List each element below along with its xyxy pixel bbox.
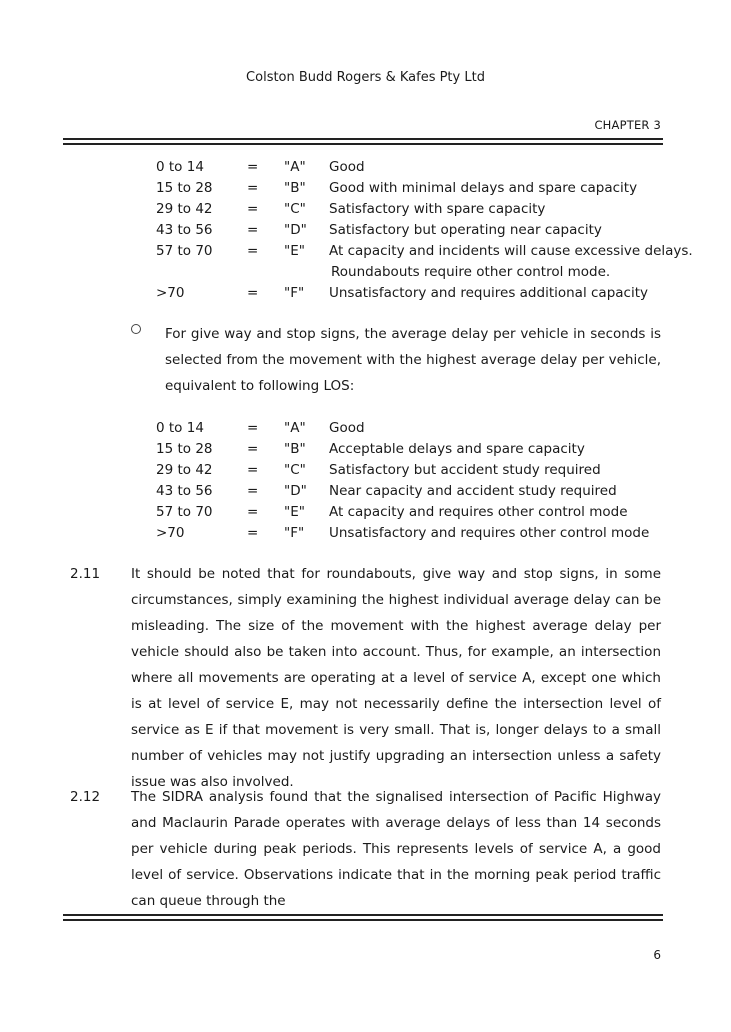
los-description: Good: [329, 159, 365, 175]
los-description: Good: [329, 420, 365, 436]
equals-sign: =: [247, 159, 259, 175]
los-description: Unsatisfactory and requires additional capacity: [329, 285, 648, 301]
delay-range: 15 to 28: [156, 180, 213, 196]
equals-sign: =: [247, 483, 259, 499]
los-description: Satisfactory but accident study required: [329, 462, 601, 478]
delay-range: 0 to 14: [156, 159, 204, 175]
los-description-continued: Roundabouts require other control mode.: [331, 264, 611, 280]
footer-rule-top: [63, 914, 663, 916]
los-description: Near capacity and accident study required: [329, 483, 617, 499]
los-description: Satisfactory but operating near capacity: [329, 222, 602, 238]
equals-sign: =: [247, 243, 259, 259]
delay-range: >70: [156, 525, 185, 541]
paragraph-text: The SIDRA analysis found that the signalised intersection of Pacific Highway and Maclaurin Parade operates with average delays of less than 14 seconds per vehicle during peak periods. This represents levels of service A, a good level of service. Observations indicate that in the morning peak period traffic can queue through the: [131, 789, 661, 909]
header-rule-top: [63, 138, 663, 140]
paragraph-number: 2.11: [70, 566, 101, 582]
delay-range: 29 to 42: [156, 462, 213, 478]
los-grade: "B": [284, 441, 306, 457]
paragraph-number: 2.12: [70, 789, 101, 805]
equals-sign: =: [247, 420, 259, 436]
delay-range: 15 to 28: [156, 441, 213, 457]
los-description: At capacity and requires other control mode: [329, 504, 628, 520]
los-description: Acceptable delays and spare capacity: [329, 441, 585, 457]
los-description: Unsatisfactory and requires other control mode: [329, 525, 650, 541]
los-grade: "E": [284, 243, 305, 259]
chapter-label: CHAPTER 3: [594, 118, 661, 132]
equals-sign: =: [247, 462, 259, 478]
page-number: 6: [653, 948, 661, 962]
delay-range: >70: [156, 285, 185, 301]
los-grade: "D": [284, 222, 307, 238]
hollow-bullet-icon: [131, 324, 141, 334]
bullet-text: For give way and stop signs, the average delay per vehicle in seconds is selected from the movement with the highest average delay per vehicle, equivalent to following LOS:: [165, 326, 661, 394]
los-grade: "F": [284, 285, 305, 301]
equals-sign: =: [247, 180, 259, 196]
equals-sign: =: [247, 441, 259, 457]
delay-range: 43 to 56: [156, 222, 213, 238]
los-grade: "C": [284, 201, 306, 217]
los-grade: "C": [284, 462, 306, 478]
paragraph-text: It should be noted that for roundabouts, give way and stop signs, in some circumstances, simply examining the highest individual average delay can be misleading. The size of the movement with the highest average delay per vehicle should also be taken into account. Thus, for example, an intersection where all movements are operating at a level of service A, except one which is at level of service E, may not necessarily define the intersection level of service as E if that movement is very small. That is, longer delays to a small number of vehicles may not justify upgrading an intersection unless a safety issue was also involved.: [131, 566, 661, 790]
los-grade: "D": [284, 483, 307, 499]
header-rule-bottom: [63, 143, 663, 145]
company-name: Colston Budd Rogers & Kafes Pty Ltd: [246, 70, 485, 85]
los-grade: "F": [284, 525, 305, 541]
los-grade: "E": [284, 504, 305, 520]
equals-sign: =: [247, 525, 259, 541]
los-grade: "B": [284, 180, 306, 196]
delay-range: 0 to 14: [156, 420, 204, 436]
equals-sign: =: [247, 285, 259, 301]
equals-sign: =: [247, 201, 259, 217]
los-grade: "A": [284, 159, 306, 175]
los-description: Good with minimal delays and spare capacity: [329, 180, 638, 196]
los-description: Satisfactory with spare capacity: [329, 201, 546, 217]
los-grade: "A": [284, 420, 306, 436]
delay-range: 43 to 56: [156, 483, 213, 499]
los-description: At capacity and incidents will cause excessive delays.: [329, 243, 693, 259]
delay-range: 57 to 70: [156, 243, 213, 259]
equals-sign: =: [247, 504, 259, 520]
equals-sign: =: [247, 222, 259, 238]
delay-range: 29 to 42: [156, 201, 213, 217]
delay-range: 57 to 70: [156, 504, 213, 520]
footer-rule-bottom: [63, 919, 663, 921]
